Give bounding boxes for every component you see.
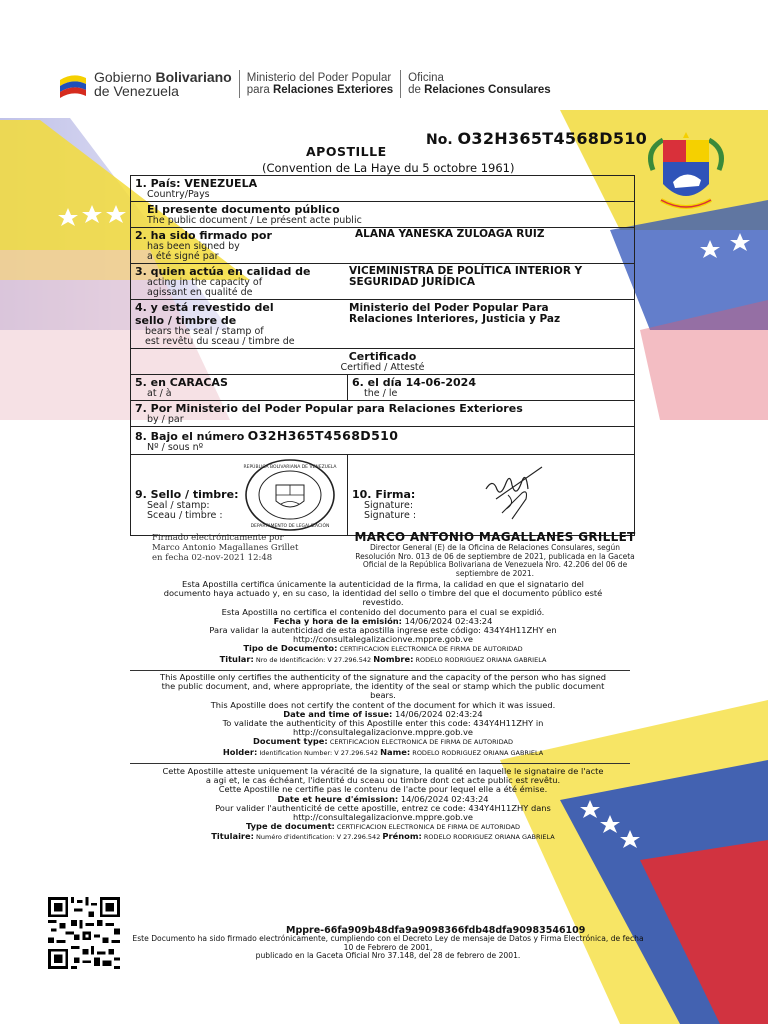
signed-by-sub1: has been signed by <box>147 241 240 252</box>
row-signed-by <box>131 228 634 264</box>
public-document-sub: The public document / Le présent acte public <box>147 215 362 226</box>
fr-holder-name: RODELO RODRIGUEZ ORIANA GABRIELA <box>421 833 555 842</box>
fr-holder-id: Numéro d'identification: V 27.296.542 <box>253 833 383 842</box>
office-line2-prefix: de <box>408 84 425 96</box>
fr-doc-type-label: Type de document: <box>245 821 335 832</box>
row-by-ministry <box>131 401 634 427</box>
seal-of-sub2: est revêtu du sceau / timbre de <box>145 336 295 347</box>
spanish-text-block <box>128 580 638 665</box>
convention-subtitle: (Convention de La Haye du 5 octobre 1961) <box>262 161 515 175</box>
number-row-sub: Nº / sous nº <box>147 442 204 453</box>
seal-of-sub1: bears the seal / stamp of <box>145 326 264 337</box>
government-line1-bold: Bolivariano <box>155 69 232 85</box>
signer-block <box>330 530 660 578</box>
signer-role-line1: Director General (E) de la Oficina de Relaciones Consulares, según <box>369 543 621 552</box>
es-validate-url[interactable]: http://consultalegalizacionve.mppre.gob.ve <box>292 634 474 645</box>
capacity-sub1: acting in the capacity of <box>147 277 263 288</box>
seal-of-label1: 4. y está revestido del <box>135 301 274 314</box>
fr-holder-name-label: Prénom: <box>382 831 422 842</box>
footer-line2: publicado en la Gaceta Oficial Nro 37.148, del 28 de febrero de 2001. <box>255 951 521 961</box>
seal-sub2: Sceau / timbre : <box>147 510 223 521</box>
seal-label: 9. Sello / timbre: <box>135 488 239 501</box>
venezuela-flag-logo-icon <box>58 70 88 98</box>
ministry-line2-prefix: para <box>246 84 273 96</box>
certified-sub: Certified / Attesté <box>340 362 425 373</box>
es-holder-name: RODELO RODRIGUEZ ORIANA GABRIELA <box>413 655 547 664</box>
fr-datetime-value: 14/06/2024 02:43:24 <box>398 793 489 804</box>
signer-name-value: ALANA YANESKA ZULOAGA RUIZ <box>355 228 545 240</box>
ministry-line1: Ministerio del Poder Popular <box>246 72 392 84</box>
french-text-block <box>128 767 638 843</box>
signature-sub2: Signature : <box>364 510 417 521</box>
fr-paragraph-line2: a agi et, le cas échéant, l'identité du sceau ou timbre dont cet acte public est revêtu. <box>205 775 561 786</box>
number-value: O32H365T4568D510 <box>457 129 648 148</box>
esign-line2: Marco Antonio Magallanes Grillet <box>152 543 299 553</box>
by-ministry-sub: by / par <box>147 414 184 425</box>
en-doc-type-value: CERTIFICACION ELECTRONICA DE FIRMA DE AUTORIDAD <box>327 738 513 747</box>
seal-sub1: Seal / stamp: <box>147 500 210 511</box>
coat-of-arms-icon <box>643 130 729 222</box>
es-paragraph-line1: Esta Apostilla certifica únicamente la autenticidad de la firma, la calidad en que el signatario del <box>182 579 584 589</box>
es-paragraph-line2: documento haya actuado y, en su caso, la identidad del sello o timbre del que el documento público esté <box>163 588 603 599</box>
en-validate-text: To validate the authenticity of this Apostille enter this code: 434Y4H11ZHY in <box>222 718 544 729</box>
fr-doc-type-value: CERTIFICACION ELECTRONICA DE FIRMA DE AUTORIDAD <box>334 823 521 832</box>
seal-of-value-line1: Ministerio del Poder Popular Para <box>349 302 549 314</box>
en-holder-name: RODELO RODRIGUEZ ORIANA GABRIELA <box>410 748 544 757</box>
es-holder-name-label: Nombre: <box>373 653 414 664</box>
fr-validate-text: Pour valider l'authenticité de cette apostille, entrez ce code: 434Y4H11ZHY dans <box>215 802 551 813</box>
seal-of-label2: sello / timbre de <box>135 314 237 327</box>
document-hash: Mppre-66fa909b48dfa9a9098366fdb48dfa90983546109 <box>286 925 586 936</box>
electronic-signature-note <box>152 533 322 563</box>
en-validate-url[interactable]: http://consultalegalizacionve.mppre.gob.ve <box>292 727 474 738</box>
es-holder-id: Nro de Identificación: V 27.296.542 <box>253 655 374 664</box>
office-line2-bold: Relaciones Consulares <box>424 84 551 96</box>
fr-paragraph-line1: Cette Apostille atteste uniquement la véracité de la signature, la qualité en laquelle le signataire de l'acte <box>162 766 604 776</box>
es-paragraph-line3: revestido. <box>362 597 404 608</box>
signer-name: MARCO ANTONIO MAGALLANES GRILLET <box>354 530 636 544</box>
row-certified <box>131 349 634 375</box>
document-title: APOSTILLE <box>306 144 387 159</box>
en-holder-id: Identification Number: V 27.296.542 <box>257 748 381 757</box>
ministry-name <box>247 72 393 96</box>
signed-by-sub2: a été signé par <box>147 251 219 262</box>
date-sub: the / le <box>364 388 398 399</box>
en-holder-label: Holder: <box>222 746 258 757</box>
signed-by-label: 2. ha sido firmado por <box>135 229 272 242</box>
place-label: 5. en CARACAS <box>135 376 228 389</box>
capacity-label: 3. quien actúa en calidad de <box>135 265 311 278</box>
signer-role-line2: Resolución Nro. 013 de 06 de septiembre de 2021, publicada en la Gaceta <box>355 551 635 561</box>
esign-line1: Firmado electrónicamente por <box>152 533 284 543</box>
row-seal-of <box>131 300 634 349</box>
es-validate-text: Para validar la autenticidad de esta apostilla ingrese este código: 434Y4H11ZHY en <box>209 625 557 636</box>
es-holder-label: Titular: <box>219 653 254 664</box>
number-label: No. <box>426 132 453 148</box>
en-holder-name-label: Name: <box>380 746 411 757</box>
capacity-sub2: agissant en qualité de <box>147 287 253 298</box>
number-row-label: 8. Bajo el número <box>135 430 245 443</box>
government-line2: de Venezuela <box>94 83 179 99</box>
row-public-document <box>131 202 634 228</box>
divider <box>130 670 630 671</box>
by-ministry-label: 7. Por Ministerio del Poder Popular para Relaciones Exteriores <box>135 402 523 415</box>
public-document-label: El presente documento público <box>147 203 340 216</box>
signature-sub1: Signature: <box>364 500 414 511</box>
en-datetime-label: Date and time of issue: <box>283 708 393 719</box>
legal-footer <box>128 935 648 961</box>
footer-line1: Este Documento ha sido firmado electrónicamente, cumpliendo con el Decreto Ley de mensaje de Datos y Firma Electrónica, de fecha 10 de Febrero de 2001, <box>132 934 644 952</box>
header-divider <box>400 70 401 98</box>
es-datetime-label: Fecha y hora de la emisión: <box>273 615 402 626</box>
office-line1: Oficina <box>408 72 444 84</box>
row-place-date <box>131 375 634 401</box>
fr-no-content-note: Cette Apostille ne certifie pas le contenu de l'acte pour lequel elle a été émise. <box>218 784 548 795</box>
en-paragraph-line3: bears. <box>370 690 396 701</box>
apostille-number <box>426 129 647 148</box>
seal-top-text: REPÚBLICA BOLIVARIANA DE VENEZUELA <box>243 465 337 470</box>
en-paragraph-line2: the public document, and, where appropriate, the identity of the seal or stamp which the public document <box>161 681 605 692</box>
capacity-value-line2: SEGURIDAD JURÍDICA <box>349 276 475 288</box>
seal-bottom-text: DEPARTAMENTO DE LEGALIZACIÓN <box>250 524 330 529</box>
handwritten-signature-icon <box>482 459 552 525</box>
government-line1: Gobierno <box>94 69 156 85</box>
official-seal-icon <box>243 457 337 533</box>
signer-role-line3: Oficial de la República Bolivariana de Venezuela Nro. 42.206 del 06 de <box>362 560 628 570</box>
english-text-block <box>128 673 638 758</box>
en-no-content-note: This Apostille does not certify the content of the document for which it was issued. <box>210 699 556 710</box>
office-name <box>408 72 551 96</box>
country-label: 1. País: VENEZUELA <box>135 177 258 190</box>
fr-holder-label: Titulaire: <box>211 831 254 842</box>
row-number <box>131 427 634 455</box>
country-sub: Country/Pays <box>147 189 210 200</box>
header-divider <box>239 70 240 98</box>
divider <box>130 763 630 764</box>
certified-label: Certificado <box>348 350 417 363</box>
government-name <box>94 70 232 98</box>
row-seal-signature <box>131 455 634 535</box>
capacity-value-line1: VICEMINISTRA DE POLÍTICA INTERIOR Y <box>349 265 583 277</box>
row-country <box>131 176 634 202</box>
es-no-content-note: Esta Apostilla no certifica el contenido del documento para el cual se expidió. <box>221 606 545 617</box>
en-paragraph-line1: This Apostille only certifies the authenticity of the signature and the capacity of the person who has signed <box>160 672 606 682</box>
number-row-value: O32H365T4568D510 <box>247 428 399 443</box>
en-doc-type-label: Document type: <box>253 736 328 747</box>
row-capacity <box>131 264 634 300</box>
date-label: 6. el día 14-06-2024 <box>352 376 476 389</box>
qr-code-icon[interactable] <box>48 897 120 969</box>
ministry-line2-bold: Relaciones Exteriores <box>272 84 394 96</box>
signature-label: 10. Firma: <box>352 488 416 501</box>
place-sub: at / à <box>147 388 172 399</box>
seal-of-value-line2: Relaciones Interiores, Justicia y Paz <box>349 313 561 325</box>
esign-line3: en fecha 02-nov-2021 12:48 <box>152 553 273 563</box>
signer-role-line4: septiembre de 2021. <box>455 568 535 578</box>
en-datetime-value: 14/06/2024 02:43:24 <box>392 708 483 719</box>
government-header <box>58 66 551 102</box>
fr-datetime-label: Date et heure d'émission: <box>277 793 399 804</box>
fr-validate-url[interactable]: http://consultalegalizacionve.mppre.gob.ve <box>292 812 474 823</box>
apostille-table <box>130 175 635 536</box>
es-datetime-value: 14/06/2024 02:43:24 <box>402 615 493 626</box>
es-doc-type-label: Tipo de Documento: <box>243 643 338 654</box>
es-doc-type-value: CERTIFICACION ELECTRONICA DE FIRMA DE AUTORIDAD <box>337 645 523 654</box>
